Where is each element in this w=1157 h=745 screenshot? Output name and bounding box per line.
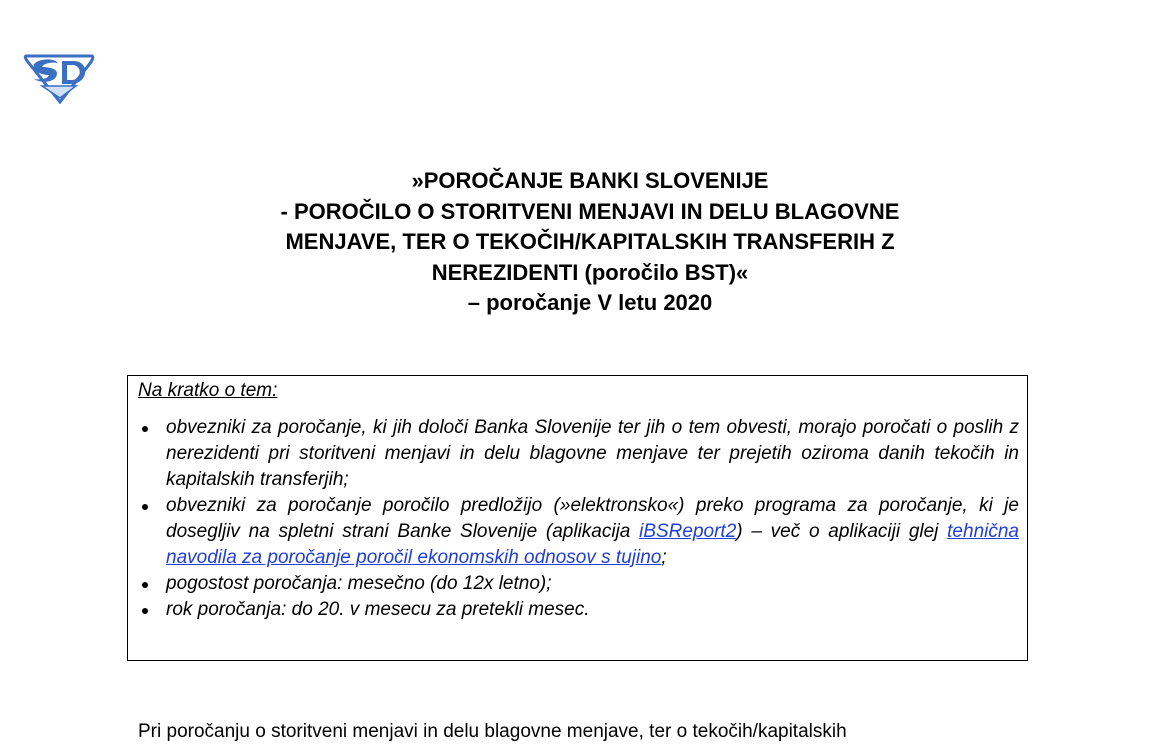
title-line-4: NEREZIDENTI (poročilo BST)«: [431, 259, 749, 285]
title-line-2: - POROČILO O STORITVENI MENJAVI IN DELU BLAGOVNE: [280, 198, 900, 224]
list-item-text: obvezniki za poročanje poročilo predložijo (»elektronsko«) preko programa za poročanje, ki je dosegljiv na spletni strani Banke Slovenije (aplikacija: [166, 495, 1019, 542]
title-line-3: MENJAVE, TER O TEKOČIH/KAPITALSKIH TRANSFERIH Z: [285, 229, 895, 254]
document-title: [150, 166, 1030, 319]
list-item: [166, 597, 1019, 623]
summary-list: [138, 415, 1019, 623]
list-item: [166, 571, 1019, 597]
list-item-text: pogostost poročanja: mesečno (do 12x letno);: [166, 573, 552, 594]
title-line-5: – poročanje V letu 2020: [467, 290, 713, 315]
technical-instructions-link[interactable]: tehnična navodila za poročanje poročil ekonomskih odnosov s tujino: [166, 521, 1019, 568]
list-item-text: ) – več o aplikaciji glej: [736, 521, 948, 542]
title-line-1: »POROČANJE BANKI SLOVENIJE: [411, 168, 769, 193]
summary-box: [127, 375, 1028, 661]
list-item: [166, 493, 1019, 571]
list-item-text: obvezniki za poročanje, ki jih določi Banka Slovenije ter jih o tem obvesti, morajo poročati o poslih z nerezidenti pri storitveni menjavi in delu blagovne menjave ter prejetih oziroma danih tekočih in kapitalskih transferjih;: [166, 417, 1019, 490]
summary-heading: Na kratko o tem:: [138, 380, 278, 401]
ibsreport2-link[interactable]: iBSReport2: [639, 521, 737, 542]
list-item-text: rok poročanja: do 20. v mesecu za pretekli mesec.: [166, 599, 590, 620]
body-paragraph: Pri poročanju o storitveni menjavi in delu blagovne menjave, ter o tekočih/kapitalskih: [138, 721, 847, 742]
banka-slovenije-logo-icon: [22, 50, 96, 104]
list-item: [166, 415, 1019, 493]
list-item-text: ;: [661, 547, 667, 568]
